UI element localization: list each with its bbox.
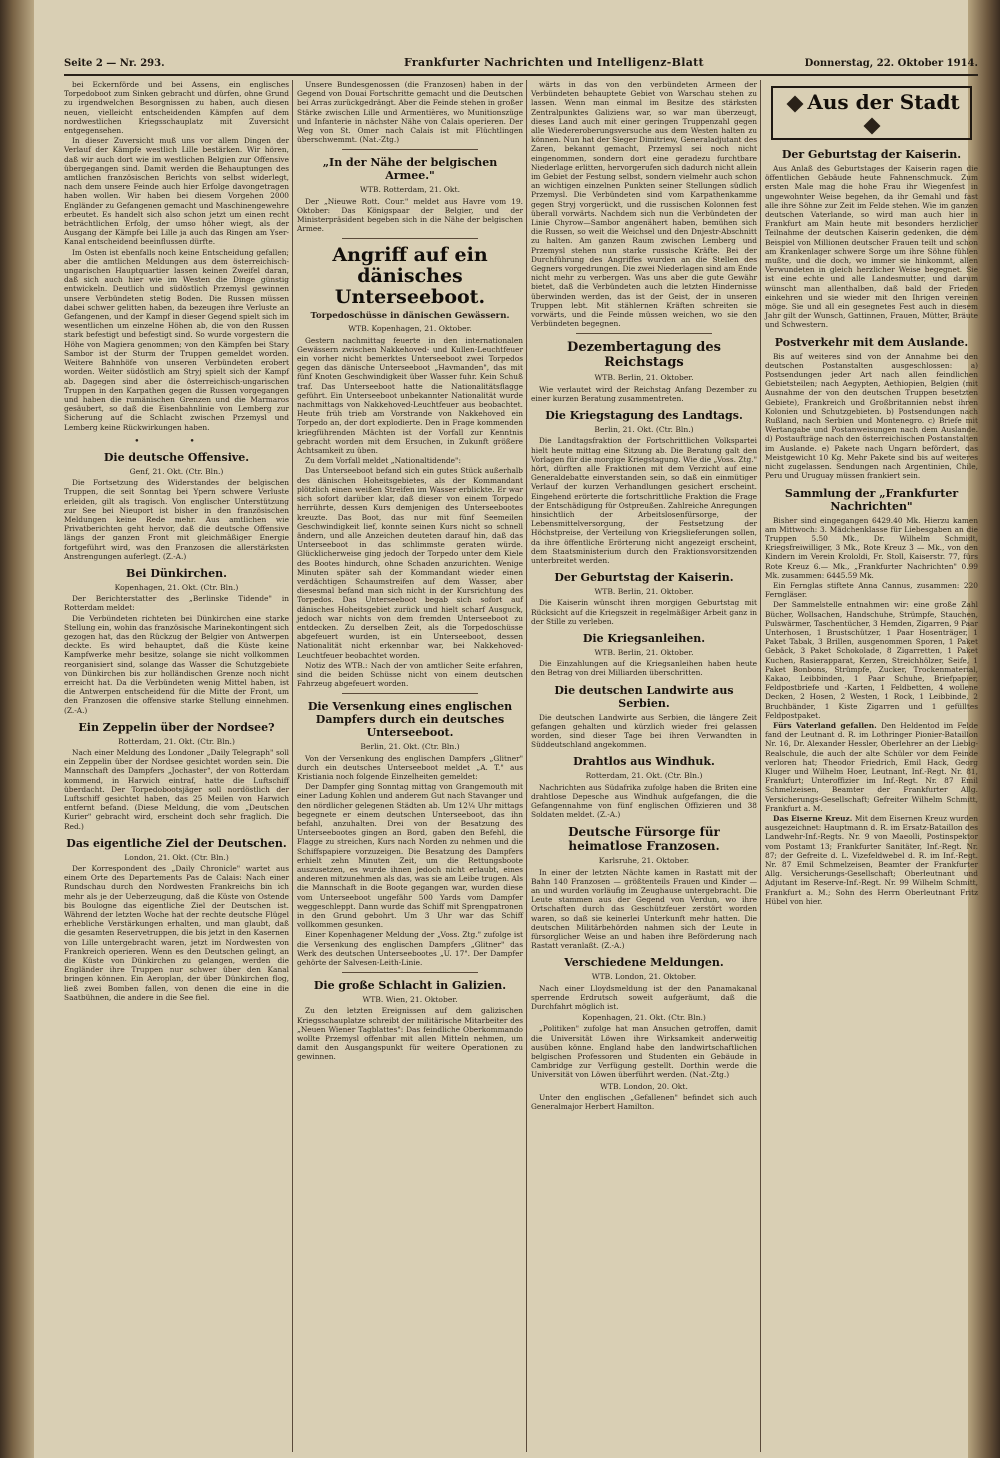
paragraph: In dieser Zuversicht muß uns vor allem Dingen der Verlauf der Kämpfe westlich Lille bestärken. Wir hören, daß wir auch dort wie im westlichen Belgien zur Offensive übergegangen sind. Damit werden die Behauptungen des amtlichen französischen Berichts von selbst widerlegt, nach dem unsere Feinde auch hier Erfolge davongetragen haben wollen. Wir haben bei diesem Vorgehen 2000 Engländer zu Gefangenen gemacht und Maschinengewehre erbeutet. Es handelt sich also schon jetzt um einen recht beträchtlichen Erfolg, der umso höher wiegt, als der Ausgang der Kämpfe bei Lille ja auch das Ringen am Yser-Kanal entscheidend beeinflussen dürfte.	[64, 136, 289, 247]
dateline: London, 21. Okt. (Ctr. Bln.)	[124, 852, 229, 862]
paragraph: Der Sammelstelle entnahmen wir: eine große Zahl Bücher, Wollsachen, Handschuhe, Strümpfe, Stauchen, Pulswärmer, Taschentücher, 3 Hemden, Zigarren, 9 Paar Unterhosen, 1 Brustschützer, 1 Paar Hosenträger, 1 Paket Tabak, 3 Brillen, ausgenommen Sporen, 1 Paket Gebäck, 3 Paket Schokolade, 8 Zigarretten, 1 Paket Kuchen, Rasierapparat, Kerzen, Streichhölzer, Seife, 1 Paket Bonbons, Strümpfe, Zucker, Trockenmaterial, Kakao, Leibbinden, 1 Paar Schuhe, Briefpapier, Feldpostbriefe und -Karten, 1 Feldbetten, 4 wollene Decken, 2 Hosen, 2 Westen, 1 Rock, 1 Leibbinde, 2 Bruchbänder, 1 Kiste Zigarren und 1 gefülltes Feldpostpaket.	[765, 600, 978, 720]
dateline: Rotterdam, 21. Okt. (Ctr. Bln.)	[118, 736, 235, 746]
dateline: WTB. Berlin, 21. Oktober.	[594, 647, 694, 657]
paragraph: Die deutschen Landwirte aus Serbien, die längere Zeit gefangen gehalten und kürzlich wieder frei gelassen worden, sind dieser Tage bei ihren Verwandten in Süddeutschland angekommen.	[531, 712, 757, 750]
article-heading: Der Geburtstag der Kaiserin.	[781, 148, 962, 161]
paragraph: Nachrichten aus Südafrika zufolge haben die Briten eine drahtlose Depesche aus Windhuk aufgefangen, die die Gefangennahme von fünf englischen Offizieren und 38 Soldaten meldet. (Z.-A.)	[531, 782, 757, 820]
paragraph: Aus Anlaß des Geburtstages der Kaiserin ragen die öffentlichen Gebäude heute Fahnenschmuck. Zum ersten Male mag die hohe Frau ihr Wiegenfest in ungewohnter Weise begehen, da ihr Gemahl und fast alle ihre Söhne zur Zeit im Felde stehen. Wie im ganzen deutschen Vaterlande, so wird man auch hier in Frankfurt am Main heute mit besonders herzlicher Teilnahme der deutschen Kaiserin gedenken, die dem Beispiel von Millionen deutscher Frauen teilt und schon am Krankenlager schwere Sorge um ihre Söhne fühlen mußte, und die doch, wo immer sie hinkommt, allen Verwundeten in gleich herzlicher Weise begegnet. Sie ist eine echte und alle Landesmutter, und darum wünscht man allenthalben, daß bald der Frieden einkehren und sie wieder mit den Ihrigen vereinen möge. Sie und all ein gesegnetes Fest auch in diesem Jahr gilt der Wunsch, Gattinnen, Frauen, Mütter, Bräute und Schwestern.	[765, 164, 978, 330]
subheadline: Torpedoschüsse in dänischen Gewässern.	[310, 311, 510, 322]
paragraph: Unter den englischen „Gefallenen" befindet sich auch Generalmajor Herbert Hamilton.	[531, 1092, 757, 1112]
article-heading: Das eigentliche Ziel der Deutschen.	[66, 836, 287, 850]
column-4	[765, 80, 978, 1452]
article-heading: Die große Schlacht in Galizien.	[313, 979, 507, 993]
paragraph: wärts in das von den verbündeten Armeen der Verbündeten behauptete Gebiet von Warschau stehen zu lassen. Wenn man einmal im Besitze des stärksten Zentralpunktes Galiziens war, so war man überzeugt, dieses Land auch mit einer geringen Truppenzahl gegen alle Wiedereroberungsversuche aus dem Westen halten zu können. Nun hat der Sieger Dimitriew, Generaladjutant des Zaren, bekannt gemacht, Przemysl sei noch nicht eingenommen, sondern dort eine geradezu furchtbare Niederlage erlitten, hervorgerufen sich dadurch nicht allein im Gebiet der Festung selbst, sondern vielmehr auch schon an wichtigen einzelnen Punkten seiner Stellungen südlich Przemysl. Die Verbündeten sind vom Karpathenkamme gegen Stryj vorgerückt, und die russischen Kolonnen fest überall vorwärts. Nachdem sich nun die Verbündeten der Linie Chyrow—Sambor angenähert haben, bemühen sich die Russen, so weit die Weichsel und den Dnjestr-Abschnitt zu halten. Am ganzen Raum zwischen Lemberg und Przemysl stehen nun starke russische Kräfte. Bei der Durchführung des Angriffes wurden an die Stellen des Gegners vorgedrungen. Die zwei Niederlagen sind am Ende nicht mehr zu verbergen. Was uns aber die gute Gewähr bietet, daß die Verbündeten auch die letzten Hindernisse überwinden werden, das ist der Geist, der in unseren Truppen lebt. Mit stählernen Kräften schreiten sie vorwärts, und die Feinde müssen weichen, wo sie den Verbündeten begegnen.	[531, 80, 757, 329]
separator	[342, 238, 478, 239]
paragraph: „Politiken" zufolge hat man Ansuchen getroffen, damit die Universität Löwen ihre Wirksamkeit anderweitig ausüben könne. England habe den landwirtschaftlichen belgischen Professoren und Studenten ein Gebäude in Cambridge zur Verfügung gestellt. Dorthin werde die Universität von Löwen überführt werden. (Nat.-Ztg.)	[531, 1024, 757, 1080]
dateline: WTB. Rotterdam, 21. Okt.	[360, 185, 460, 195]
dateline: WTB. Wien, 21. Oktober.	[362, 995, 458, 1005]
article-heading: Drahtlos aus Windhuk.	[573, 755, 715, 769]
dateline: Berlin, 21. Okt. (Ctr. Bln.)	[594, 425, 694, 435]
dateline: WTB. Kopenhagen, 21. Oktober.	[348, 324, 472, 334]
issue-date: Donnerstag, 22. Oktober 1914.	[804, 58, 978, 69]
paragraph: Im Osten ist ebenfalls noch keine Entscheidung gefallen; aber die amtlichen Meldungen aus dem österreichisch-ungarischen Hauptquartier lassen keinen Zweifel daran, daß sich auch hier wie im Westen die Dinge günstig entwickeln. Deutlich und südöstlich Przemysl gewinnen unsere Verbündeten stetig Boden. Die Russen müssen dabei schwer gelitten haben, da bezeugen ihre Verluste an Gefangenen, und der Kampf in dieser Gegend spielt sich im wesentlichen um einzelne Höhen ab, die von den Russen stark befestigt und befestigt sind. So wurde vorgestern die Höhe von Magiera genommen; von den Kämpfen bei Stary Sambor ist der Sturm der Truppen gemeldet worden. Weitere Bahnhöfe von unseren Verbündeten erobert worden. Weiter südöstlich am Stryj spielt sich der Kampf ab. Dagegen sind aber die österreichisch-ungarischen Truppen in den Karpathen gegen die Russen vorgegangen und haben die rumänischen Grenzen und die Marmaros gesäubert, so daß die Eisenbahnlinie von Lemberg zur Sicherung auf die Schlacht zwischen Przemysl und Lemberg keine Rückwirkungen haben.	[64, 247, 289, 432]
article-heading: Verschiedene Meldungen.	[564, 956, 724, 970]
masthead	[64, 56, 978, 76]
article-heading: Die deutschen Landwirte aus Serbien.	[554, 683, 734, 710]
paragraph: Einer Kopenhagener Meldung der „Voss. Ztg." zufolge ist die Versenkung des englischen Dampfers „Glitner" das Werk des deutschen Unterseebootes „U. 17". Der Dampfer gehörte der Salvesen-Leith-Linie.	[297, 930, 523, 968]
column-2	[297, 80, 523, 1452]
article-heading: Die Kriegstagung des Landtags.	[545, 409, 743, 423]
column-rule	[292, 80, 293, 1452]
paragraph: bei Eckernförde und bei Assens, ein englisches Torpedoboot zum Sinken gebracht und dürfen, ohne Grund zu irgendwelchen Besorgnissen zu haben, auch diesen neuen, vielleicht entscheidenden Kämpfen auf dem nordwestlichen Kriegsschauplatz mit Zuversicht entgegensehen.	[64, 80, 289, 136]
paragraph: Der Korrespondent des „Daily Chronicle" wartet aus einem Orte des Departements Pas de Calais: Nach einer Rundschau durch den Nordwesten Frankreichs bin ich mehr als je der Ueberzeugung, daß die Küste von Ostende bis Boulogne das eigentliche Ziel der Deutschen ist. Während der letzten Woche hat der rechte deutsche Flügel erhebliche Verstärkungen erhalten, und man glaubt, daß die gesamten Reservetruppen, die bis jetzt in den Kasernen von Lille untergebracht waren, jetzt im Nordwesten von Frankreich operieren. Wenn es den Deutschen gelingt, an die Küste von Dünkirchen zu gelangen, werden die Engländer ihre Truppen nur schwer über den Kanal bringen können. Ein Aeroplan, der über Dünkirchen flog, ließ zwei Bomben fallen, von denen die eine in die Saatbühnen, die andere in die See fiel.	[64, 864, 289, 1002]
paragraph: Bis auf weiteres sind von der Annahme bei den deutschen Postanstalten ausgeschlossen: a) Postsendungen jeder Art nach allen feindlichen Gebietsteilen; nach Aegypten, Aethiopien, Belgien (mit Ausnahme der von den deutschen Truppen besetzten Gebiete), Frankreich und Großbritannien nebst ihren Kolonien und Schutzgebieten. b) Postsendungen nach Rußland, nach Serbien und Montenegro. c) Briefe mit Wertangabe und Postanweisungen nach dem Auslande. d) Postaufträge nach den österreichischen Postanstalten im Auslande. e) Pakete nach Ungarn befördert, das Meistgewicht 10 Kg. Mehr Pakete sind bis auf weiteres nicht zugelassen. Sendungen nach Argentinien, Chile, Peru und Uruguay müssen frankiert sein.	[765, 351, 978, 481]
paragraph: Bisher sind eingegangen 6429.40 Mk. Hierzu kamen am Mittwoch: 3. Mädchenklasse für Liebesgaben an die Truppen 5.50 Mk., Dr. Wilhelm Schmidt, Kriegsfreiwilliger, 3 Mk., Rote Kreuz 3 — Mk., von den Kindern im Verein Krololdi, Fr. Stoll, Kaiserstr. 77, fürs Rote Kreuz 6.— Mk., „Frankfurter Nachrichten" 0.99 Mk. zusammen: 6445.59 Mk.	[765, 515, 978, 580]
paragraph: Der Dampfer ging Sonntag mittag von Grangemouth mit einer Ladung Kohlen und anderem Gut nach Stavanger und den nördlicher gelegenen Städten ab. Um 12¼ Uhr mittags begegnete er einem deutschen Unterseeboot, das ihn befahl, anzuhalten. Drei von der Besatzung des Unterseebootes gingen an Bord, gaben den Befehl, die Flagge zu streichen, Kurs nach Norden zu nehmen und die Schiffspapiere vorzuzeigen. Die Besatzung des Dampfers erhielt zehn Minuten Zeit, um die Rettungsboote auszusetzen, es wurde ihnen jedoch nicht erlaubt, eines anderen mitzunehmen als das, was sie am Leibe trugen. Als die Mannschaft in die Boote gegangen war, wurden diese vom Unterseeboot ungefähr 500 Yards vom Dampfer weggeschleppt. Dann wurde das Schiff mit Sprengpatronen in den Grund gebohrt. Um 3 Uhr war das Schiff vollkommen gesunken.	[297, 782, 523, 930]
dateline: WTB. London, 21. Oktober.	[591, 972, 697, 982]
paragraph-text: Mit dem Eisernen Kreuz wurden ausgezeichnet: Hauptmann d. R. im Ersatz-Bataillon des Landwehr-Inf.-Regts. Nr. 9 von Maeolli, Postinspektor vom Postamt 13; Frankfurter Sanitäter, Inf.-Regt. Nr. 87; der Gefreite d. L. Vizefeldwebel d. R. im Inf.-Regt. Nr. 87 Emil Schmelzeisen, Beamter der Frankfurter Allg. Versicherungs-Gesellschaft; Oberleutnant und Adjutant im Reserve-Inf.-Regt. Nr. 99 Wilhelm Schmitt, Frankfurt a. M.; Sohn des Herrn Oberleutnant Fritz Hübel von hier.	[765, 814, 978, 906]
paragraph: Gestern nachmittag feuerte in den internationalen Gewässern zwischen Nakkehoved- und Kullen-Leuchtfeuer ein vorher nicht bemerktes Unterseeboot zwei Torpedos gegen das dänische Unterseeboot „Havmanden", das mit fünf Knoten Geschwindigkeit über Wasser fuhr. Kein Schuß traf. Das Unterseeboot hatte die Nationalitätsflagge geführt. Ein Unterseeboot unbekannter Nationalität wurde nachmittags von Nakkehoved-Leuchtfeuer aus beobachtet. Heute früh trieb am Vorstrande von Nakkehoved ein Torpedo an, der dort explodierte. Den in Frage kommenden kriegführenden Mächten ist der Vorfall zur Kenntnis gebracht worden mit dem Ersuchen, in Zukunft größere Achtsamkeit zu üben.	[297, 335, 523, 456]
paragraph: Wie verlautet wird der Reichstag Anfang Dezember zu einer kurzen Beratung zusammentreten.	[531, 384, 757, 403]
paragraph: Ein Fernglas stiftete Anna Cannus, zusammen: 220 Ferngläser.	[765, 580, 978, 600]
dateline: Kopenhagen, 21. Okt. (Ctr. Bln.)	[114, 582, 239, 592]
column-rule	[526, 80, 527, 1452]
paragraph: Notiz des WTB.: Nach der von amtlicher Seite erfahren, sind die beiden Schüsse nicht von einem deutschen Fahrzeug abgefeuert worden.	[297, 660, 523, 689]
paragraph: Die Landtagsfraktion der Fortschrittlichen Volkspartei hielt heute mittag eine Sitzung ab. Die Beratung galt den Vorlagen für die morgige Kriegstagung. Wie die „Voss. Ztg." hört, dürften alle Fraktionen mit dem Verzicht auf eine Generaldebatte einverstanden sein, so daß ein einmütiger Verlauf der kurzen Verhandlungen gesichert erscheint. Eingehend erörterte die fortschrittliche Fraktion die Frage der Entschädigung für Ostpreußen. Zahlreiche Anregungen hinsichtlich der Arbeitslosenfürsorge, der Lebensmittelversorgung, der Festsetzung der Höchstpreise, der Verteilung von Kriegslieferungen sollen, da ihre öffentliche Erörterung nicht angezeigt erscheint, dem Staatsministerium durch den Fraktionsvorsitzenden unterbreitet werden.	[531, 436, 757, 565]
section-title-box	[771, 86, 972, 140]
paragraph: Die Fortsetzung des Widerstandes der belgischen Truppen, die seit Sonntag bei Ypern schwere Verluste erleiden, gilt als tragisch. Von englischer Unterstützung zur See bei Nieuport ist bisher in den französischen Meldungen keine Rede mehr. Aus amtlichen wie Privatberichten geht hervor, daß die deutsche Offensive längs der ganzen Front mit gleichmäßiger Energie fortgeführt wird, was den Franzosen die allerstärksten Anstrengungen auferlegt. (Z.-A.)	[64, 478, 289, 561]
paragraph: Von der Versenkung des englischen Dampfers „Glitner" durch ein deutsches Unterseeboot meldet „A. T." aus Kristiania noch folgende Einzelheiten gemeldet:	[297, 753, 523, 781]
main-headline: Angriff auf ein dänisches Unterseeboot.	[332, 244, 488, 309]
inline-heading: Fürs Vaterland gefallen.	[773, 720, 877, 730]
article-heading: Deutsche Fürsorge für heimatlose Franzosen.	[568, 825, 720, 854]
article-heading: Postverkehr mit dem Auslande.	[774, 335, 969, 349]
dateline: WTB. Berlin, 21. Oktober.	[594, 373, 694, 383]
separator	[342, 693, 478, 694]
book-binding-left	[0, 0, 34, 1458]
newspaper-title: Frankfurter Nachrichten und Intelligenz-Blatt	[404, 56, 704, 69]
article-heading: Dezembertagung des Reichstags	[567, 340, 721, 371]
dateline: Kopenhagen, 21. Okt. (Ctr. Bln.)	[582, 1013, 706, 1023]
paragraph: Die Kaiserin wünscht ihren morgigen Geburtstag mit Rücksicht auf die Kriegszeit in regelmäßiger Arbeit ganz in der Stille zu verleben.	[531, 598, 757, 626]
paragraph-text: Den Heldentod im Felde fand der Leutnant d. R. im Lothringer Pionier-Bataillon Nr. 16, Dr. Alexander Hessler, Oberlehrer an der Liebig-Realschule, die auch der alte Schüler vor dem Feinde verloren hat; Theodor Friedrich, Emil Hack, Georg Kluger und Wilhelm Hoer, Leutnant, Inf.-Regt. Nr. 81, Frankfurt; Unteroffizier im Inf.-Regt. Nr. 87 Emil Schmelzeisen, Beamter der Frankfurter Allg. Versicherungs-Gesellschaft; Gefreiter Wilhelm Schmitt, Frankfurt a. M.	[765, 720, 978, 813]
dateline: WTB. London, 20. Okt.	[600, 1081, 688, 1091]
column-rule	[760, 80, 761, 1452]
article-heading: Die Versenkung eines englischen Dampfers durch ein deutsches Unterseeboot.	[307, 700, 513, 740]
paragraph: Zu dem Vorfall meldet „Nationaltidende":	[305, 456, 461, 466]
article-heading: Die deutsche Offensive.	[103, 450, 250, 464]
ornament-icon	[787, 95, 804, 112]
separator	[342, 972, 478, 973]
paragraph: Die Verbündeten richteten bei Dünkirchen eine starke Stellung ein, wohin das französische Marinekontingent sich gezogen hat, das den Rückzug der Belgier von Antwerpen deckte. Es wird behauptet, daß die Küste keine Kampfwerke mehr besitze, solange sie nicht vollkommen reorganisiert sind, solange das Wasser die Schutzgebiete von Dünkirchen bis zur holländischen Grenze noch nicht erreicht hat. Da die Verbündeten wenig Mittel haben, ist die Antwerpen entscheidend für die Mitte der Front, um den Franzosen die offensive starke Stellung einnehmen. (Z.-A.)	[64, 613, 289, 715]
dateline: Rotterdam, 21. Okt. (Ctr. Bln.)	[585, 771, 703, 781]
paragraph: Unsere Bundesgenossen (die Franzosen) haben in der Gegend von Douai Fortschritte gemacht und die Deutschen bei Arras zurückgedrängt. Aber die Feinde stehen in großer Stärke zwischen Lille und Armentières, wo Munitionszüge und Infanterie in nächster Nähe von Calais operieren. Der Weg von St. Omer nach Calais ist mit Flüchtlingen überschwemmt. (Nat.-Ztg.)	[297, 80, 523, 145]
page-number: Seite 2 — Nr. 293.	[64, 58, 165, 69]
dateline: WTB. Berlin, 21. Oktober.	[594, 587, 694, 597]
paragraph: Der Berichterstatter des „Berlinske Tidende" in Rotterdam meldet:	[64, 594, 289, 613]
paragraph: Der „Nieuwe Rott. Cour." meldet aus Havre vom 19. Oktober: Das Königspaar der Belgier, und der Ministerpräsident begeben sich in die Nähe der belgischen Armee.	[297, 196, 523, 234]
dateline: Genf, 21. Okt. (Ctr. Bln.)	[129, 466, 224, 476]
dateline: Berlin, 21. Okt. (Ctr. Bln.)	[360, 742, 460, 752]
separator	[576, 333, 712, 334]
column-1	[64, 80, 289, 1452]
paragraph: Nach einer Meldung des Londoner „Daily Telegraph" soll ein Zeppelin über der Nordsee gesichtet worden sein. Die Mannschaft des Dampfers „Jochaster", der von Rotterdam kommend, in Harwich eintraf, hatte die Luftschiff überdacht. Der Torpedobootsjäger soll nordöstlich der Luftschiff gesichtet haben, das 25 Meilen von Harwich entfernt befand. (Diese Meldung, die vom „Deutschen Kurier" gebracht wird, erscheint doch sehr fraglich. Die Red.)	[64, 748, 289, 831]
article-heading: „In der Nähe der belgischen Armee."	[322, 156, 498, 183]
paragraph: Das Unterseeboot befand sich ein gutes Stück außerhalb des dänischen Hoheitsgebietes, als der Kommandant plötzlich einen weißen Streifen im Wasser erblickte. Er war sich sofort darüber klar, daß dieser von einem Torpedo herrührte, dessen Kurs demjenigen des Unterseebootes kreuzte. Das Boot, das nur mit fünf Seemeilen Geschwindigkeit lief, konnte seinen Kurs nicht so schnell ändern, und alle Anzeichen deuteten darauf hin, daß das Unterseeboot in das schlimmste geraten würde. Glücklicherweise ging jedoch der Torpedo unter dem Kiele des Bootes hindurch, ohne Schaden anzurichten. Wenige Minuten später sah der Kommandant wieder einen verdächtigen Schaumstreifen auf dem Wasser, aber diesesmal befand man sich nicht in der Kursrichtung des Torpedos. Das Unterseeboot begab sich sofort auf dänisches Hoheitsgebiet zurück und hielt scharf Ausguck, jedoch war nichts von dem fremden Unterseeboot zu entdecken. Zu derselben Zeit, als die Torpedoschüsse abgefeuert wurden, ist ein Unterseeboot, dessen Nationalität nicht erkennbar war, bei Nakkehoved-Leuchtfeuer beobachtet worden.	[297, 466, 523, 660]
newspaper-page	[34, 0, 978, 1458]
ornament-icon	[863, 117, 880, 134]
column-3	[531, 80, 757, 1452]
inline-heading: Das Eiserne Kreuz.	[773, 814, 853, 823]
paragraph: In einer der letzten Nächte kamen in Rastatt mit der Bahn 140 Franzosen — größtenteils Frauen und Kinder — an und wurden vorläufig im Zeughause untergebracht. Die Leute stammen aus der Gegend von Verdun, wo ihre Ortschaften durch das Geschützfeuer zerstört worden waren, so daß sie keinerlei Unterkunft mehr hatten. Die deutschen Militärbehörden nahmen sich der Leute in fürsorglicher Weise an und haben ihre Beförderung nach Rastatt veranlaßt. (Z.-A.)	[531, 867, 757, 951]
section-divider: • •	[134, 435, 219, 445]
dateline: Karlsruhe, 21. Oktober.	[598, 856, 690, 866]
paragraph: Nach einer Lloydsmeldung ist der den Panamakanal sperrende Erdrutsch soweit aufgeräumt, daß die Durchfahrt möglich ist.	[531, 983, 757, 1012]
paragraph: Zu den letzten Ereignissen auf dem galizischen Kriegsschauplatze schreibt der militärische Mitarbeiter des „Neuen Wiener Tagblattes": Das feindliche Oberkommando wollte Przemysl offenbar mit allen Mitteln nehmen, um damit den Ausgangspunkt für weitere Operationen zu gewinnen.	[297, 1006, 523, 1062]
section-title: Aus der Stadt	[807, 90, 960, 114]
paragraph	[765, 721, 978, 813]
article-heading: Die Kriegsanleihen.	[582, 631, 706, 645]
paragraph: Die Einzahlungen auf die Kriegsanleihen haben heute den Betrag von drei Milliarden überschritten.	[531, 659, 757, 678]
article-heading: Ein Zeppelin über der Nordsee?	[78, 720, 275, 734]
article-heading: Sammlung der „Frankfurter Nachrichten"	[784, 486, 959, 513]
separator	[342, 149, 478, 150]
article-heading: Bei Dünkirchen.	[126, 566, 227, 580]
article-heading: Der Geburtstag der Kaiserin.	[554, 571, 734, 585]
paragraph	[765, 814, 978, 906]
